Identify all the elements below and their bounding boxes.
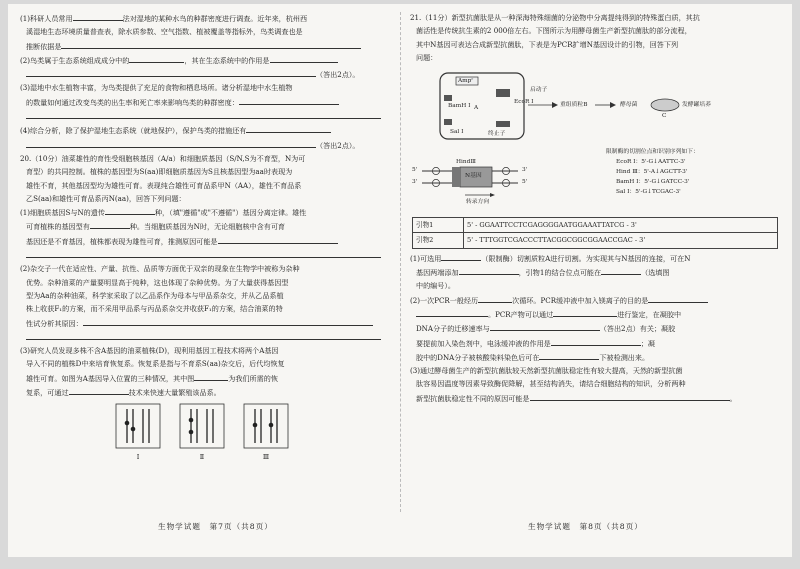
answer-blank[interactable]: [194, 372, 228, 381]
q20-3: [20, 345, 392, 357]
q20-1: [20, 206, 392, 219]
q21-intro-b: [410, 25, 782, 37]
text: 雄性不育，其他基因型均为雄性可育。表现纯合雄性可育品系甲N（AA），雄性不育品系: [26, 180, 302, 190]
answer-blank[interactable]: [26, 110, 381, 119]
text: 为我们所需的恢: [228, 373, 278, 383]
text: 下被检测出来。: [599, 352, 650, 362]
promoter-label: 启动子: [530, 87, 548, 94]
text: 株上收获F₁的方案，而不采用甲品系与丙品系杂交并收获F₁的方案，结合油菜的特: [26, 304, 283, 314]
figure-2: [179, 403, 225, 463]
q20-1-c: [20, 235, 392, 248]
recombinant-plasmid-label: 重组质粒B: [560, 102, 588, 109]
q20-1-b: [20, 220, 392, 233]
q19-2-cont: [20, 68, 392, 81]
text: （答出2点）。: [316, 140, 360, 150]
text: (1)细胞质基因S与N的遗传: [20, 208, 105, 218]
answer-blank[interactable]: [61, 40, 361, 49]
enzyme-bamhi: BamH Ⅰ：5'-G↓GATCC-3': [616, 179, 690, 186]
q19-4-cont: [20, 139, 392, 152]
n-gene-label: N基因: [465, 173, 482, 180]
q19-2: [20, 54, 392, 67]
text: 20.（10分）油菜雄性的育性受细胞核基因（A/a）和细胞质基因（S/N,S为不育型，N为可: [20, 153, 306, 163]
q21-3-b: [410, 378, 782, 390]
text: 中的编号）。: [416, 281, 456, 291]
answer-blank[interactable]: [416, 308, 488, 317]
q21-1-c: [410, 280, 782, 292]
figure-label: Ⅰ: [136, 453, 140, 462]
right-page: [410, 12, 782, 406]
primer-name: 引物2: [413, 233, 464, 248]
text: 。PCR产物可以通过: [488, 309, 554, 319]
table-row: [413, 233, 778, 248]
answer-blank[interactable]: [90, 220, 130, 229]
answer-blank[interactable]: [26, 68, 316, 77]
text: 可育植株的基因型有: [26, 222, 90, 232]
q21-2: [410, 294, 782, 307]
terminator-label: 终止子: [488, 131, 506, 138]
sali-label: Sal Ⅰ: [450, 129, 464, 136]
primer-name: 引物1: [413, 218, 464, 233]
transcription-direction-label: 转录方向: [466, 199, 490, 206]
answer-blank[interactable]: [239, 96, 339, 105]
text: 优势。杂种油菜的产量要明显高于纯种，这也体现了杂种优势。为了大量获得基因型: [26, 277, 289, 287]
text: 种。当细胞质基因为N时，无论细胞核中含有可育: [129, 222, 286, 232]
text: 技术来快速大量繁殖该品系。: [128, 388, 221, 398]
bamhi-label: BamH Ⅰ: [448, 103, 471, 110]
page-divider: [400, 12, 401, 512]
text: 。: [729, 393, 737, 403]
q19-1-cont: [20, 26, 392, 38]
q20-2-line: [20, 331, 392, 344]
text: (2)一次PCR一般经历: [410, 295, 479, 305]
text: (2)杂交子一代在适应性、产量、抗性、品质等方面优于双亲的现象在生物学中被称为杂种: [20, 264, 300, 274]
text: (4)综合分析，除了保护湿地生态系统（就地保护），保护鸟类的措施还有: [20, 126, 247, 136]
figure-label: Ⅱ: [199, 453, 205, 462]
text: (1)科研人员常用: [20, 14, 73, 23]
footer-left: 生物学试题 第7页（共8页）: [158, 522, 273, 531]
q20-2-e: [20, 317, 392, 330]
chromosome-figure-3: [243, 403, 289, 449]
three-prime-label: 3': [522, 167, 528, 174]
text: (3)研究人员发现多株不含A基因的油菜植株(D)，现利用基因工程技术将两个A基因: [20, 346, 279, 356]
q19-1: [20, 12, 392, 25]
five-prime-label: 5': [412, 167, 418, 174]
text: (1)可选用: [410, 253, 442, 263]
q21-2-d: [410, 337, 782, 350]
q21-2-c: [410, 322, 782, 335]
q19-3: [20, 82, 392, 94]
enzyme-ecori: EcoR Ⅰ：5'-G↓AATTC-3': [616, 159, 686, 166]
answer-blank[interactable]: [478, 294, 512, 303]
chromosome-figure-1: [115, 403, 161, 449]
q21-intro-d: [410, 52, 782, 64]
q19-3-line: [20, 110, 392, 123]
q21-2-e: [410, 351, 782, 364]
answer-blank[interactable]: [105, 206, 155, 215]
text: 新型抗菌肽稳定性不同的原因可能是: [416, 393, 530, 403]
text: 要提前加入染色剂中，电泳缓冲液的作用是: [416, 338, 551, 348]
q20-intro-d: [20, 193, 392, 205]
q19-1-cont2: [20, 40, 392, 53]
text: 基因还是不育基因，植株都表现为雄性可育，推测原因可能是: [26, 236, 218, 246]
text: (3)通过酵母菌生产的新型抗菌肽较天然新型抗菌肽稳定性有较大提高，天然的新型抗菌: [410, 366, 683, 376]
text: 菌活性是传统抗生素的2 000倍左右。下图所示为用酵母菌生产新型抗菌肽的部分流程，: [416, 26, 692, 36]
primer-sequence: 5' - GGAATTCCTCGAGGGGAATGGAAATTATCG - 3': [464, 218, 778, 233]
q20-2-d: [20, 303, 392, 315]
chromosome-figures: [115, 403, 392, 463]
text: 雄性可育。如图为A基因导入位置的三种情况，其中图: [26, 373, 195, 383]
amp-label: Ampʳ: [458, 78, 474, 85]
text: （答出2点）有关；凝胶: [599, 324, 676, 334]
q21-3-c: [410, 392, 782, 405]
exam-sheet: [8, 4, 792, 557]
chromosome-figure-2: [179, 403, 225, 449]
q20-3-b: [20, 358, 392, 370]
text: 种，（填"遵循"或"不遵循"）基因分离定律。雄性: [154, 208, 307, 218]
answer-blank[interactable]: [530, 392, 730, 401]
q19-3-cont: [20, 96, 392, 109]
text: 胶中的DNA分子被核酸染料染色后可在: [416, 352, 540, 362]
yeast-label: 酵母菌: [620, 102, 638, 109]
table-row: [413, 218, 778, 233]
answer-blank[interactable]: [83, 317, 373, 326]
enzyme-hindiii: Hind Ⅲ：5'-A↓AGCTT-3': [616, 169, 688, 176]
text: 育型）的共同控制。植株的基因型为S(aa)即细胞质基因为S且核基因型为aa时表现为: [26, 167, 293, 177]
text: （选填图: [641, 268, 670, 278]
text: 法对湿地的某种水鸟的种群密度进行调查。近年来，杭州西: [122, 14, 308, 23]
answer-blank[interactable]: [69, 386, 129, 395]
fermenter-label: 发酵罐培养: [682, 102, 711, 109]
answer-blank[interactable]: [441, 252, 481, 261]
q21-1-b: [410, 266, 782, 279]
enzyme-title: 限制酶的切割位点和识别序列如下：: [606, 149, 699, 156]
text: （答出2点）。: [316, 70, 360, 80]
text: 问题：: [416, 52, 438, 62]
answer-blank[interactable]: [459, 266, 519, 275]
process-diagram: [410, 65, 782, 215]
answer-blank[interactable]: [601, 266, 641, 275]
process-diagram-graphic: [410, 65, 782, 215]
text: 进行鉴定，在凝胶中: [617, 309, 682, 319]
answer-blank[interactable]: [26, 331, 381, 340]
hindiii-gene-label: HindⅢ: [456, 159, 476, 166]
text: ，引物1的结合位点可能在: [518, 268, 602, 278]
answer-blank[interactable]: [270, 54, 338, 63]
answer-blank[interactable]: [129, 54, 184, 63]
text: (3)湿地中水生植物丰富，为鸟类提供了充足的食物和栖息场所。诸分析湿地中水生植物: [20, 83, 293, 93]
answer-blank[interactable]: [648, 294, 708, 303]
left-page: [20, 12, 392, 464]
q20-3-c: [20, 372, 392, 385]
figure-label: Ⅲ: [262, 453, 270, 462]
figure-3: [243, 403, 289, 463]
figure-1: [115, 403, 161, 463]
primer-table: [412, 217, 778, 249]
q21-1: [410, 252, 782, 265]
q21-2-b: [410, 308, 782, 321]
text: 性试分析其原因：: [26, 318, 83, 328]
answer-blank[interactable]: [551, 337, 641, 346]
q20-2-c: [20, 290, 392, 302]
q20-intro: [20, 153, 392, 165]
text: ，其在生态系统中的作用是: [184, 55, 270, 65]
q19-4: [20, 124, 392, 137]
text: 乙S(aa)和雄性可育品系丙N(aa)，回答下列问题：: [26, 193, 186, 203]
answer-blank[interactable]: [26, 139, 316, 148]
text: 型为Aa的杂种油菜，科学家采取了以乙品系作为母本与甲品系杂交，并从乙品系植: [26, 290, 284, 300]
text: (2)鸟类属于生态系统组成成分中的: [20, 55, 130, 65]
five-prime-label: 5': [522, 179, 528, 186]
q21-intro-c: [410, 39, 782, 51]
answer-blank[interactable]: [490, 322, 600, 331]
q20-intro-b: [20, 166, 392, 178]
text: 其中N基因可表达合成新型抗菌肽，下表是为PCR扩增N基因设计的引物，回答下列: [416, 39, 679, 49]
text: （限制酶）切割质粒A进行切割。为实现其与N基因的连接，可在N: [481, 253, 691, 263]
text: 溪湿地生态环境质量普查表，除水质参数、空气指数、植被覆盖等指标外，鸟类调查也是: [26, 27, 303, 37]
q21-intro: [410, 12, 782, 24]
text: 基因两端添加: [416, 268, 459, 278]
text: 次循环。PCR缓冲液中加入镁离子的目的是: [512, 295, 649, 305]
q20-2: [20, 263, 392, 275]
text: 的数量如何通过改变鸟类的出生率和死亡率来影响鸟类的种群密度：: [26, 97, 239, 107]
text: 导入不同的植株D中来培育恢复系。恢复系是指与不育系S(aa)杂交后，后代均恢复: [26, 359, 285, 369]
q20-2-b: [20, 277, 392, 289]
primer-sequence: 5' - TTTGGTCGACCCTTACGGCGGCGGAACCGAC - 3': [464, 233, 778, 248]
plasmid-a-label: A: [474, 105, 479, 112]
q20-1-line: [20, 249, 392, 262]
text: ；凝: [640, 338, 655, 348]
q20-intro-c: [20, 180, 392, 192]
text: 推断依据是: [26, 41, 62, 51]
text: 肽容易因温度等因素导致酶促降解，甚至结构消失，请结合细胞结构的知识，分析两种: [416, 379, 686, 389]
answer-blank[interactable]: [553, 308, 617, 317]
c-label: C: [662, 113, 667, 120]
ecori-label: EcoR Ⅰ: [514, 99, 534, 106]
q20-3-d: [20, 386, 392, 399]
answer-blank[interactable]: [26, 249, 381, 258]
three-prime-label: 3': [412, 179, 418, 186]
footer-right: 生物学试题 第8页（共8页）: [528, 522, 643, 531]
enzyme-sali: Sal Ⅰ：5'-G↓TCGAC-3': [616, 189, 681, 196]
answer-blank[interactable]: [218, 235, 338, 244]
text: 复系，可通过: [26, 388, 69, 398]
text: DNA分子的迁移速率与: [416, 324, 490, 334]
text: 21.（11分）新型抗菌肽是从一种深海特殊细菌的分泌物中分离提纯得到的特殊蛋白质，其抗: [410, 13, 700, 22]
answer-blank[interactable]: [73, 12, 123, 21]
q21-3: [410, 365, 782, 377]
answer-blank[interactable]: [539, 351, 599, 360]
answer-blank[interactable]: [246, 124, 331, 133]
